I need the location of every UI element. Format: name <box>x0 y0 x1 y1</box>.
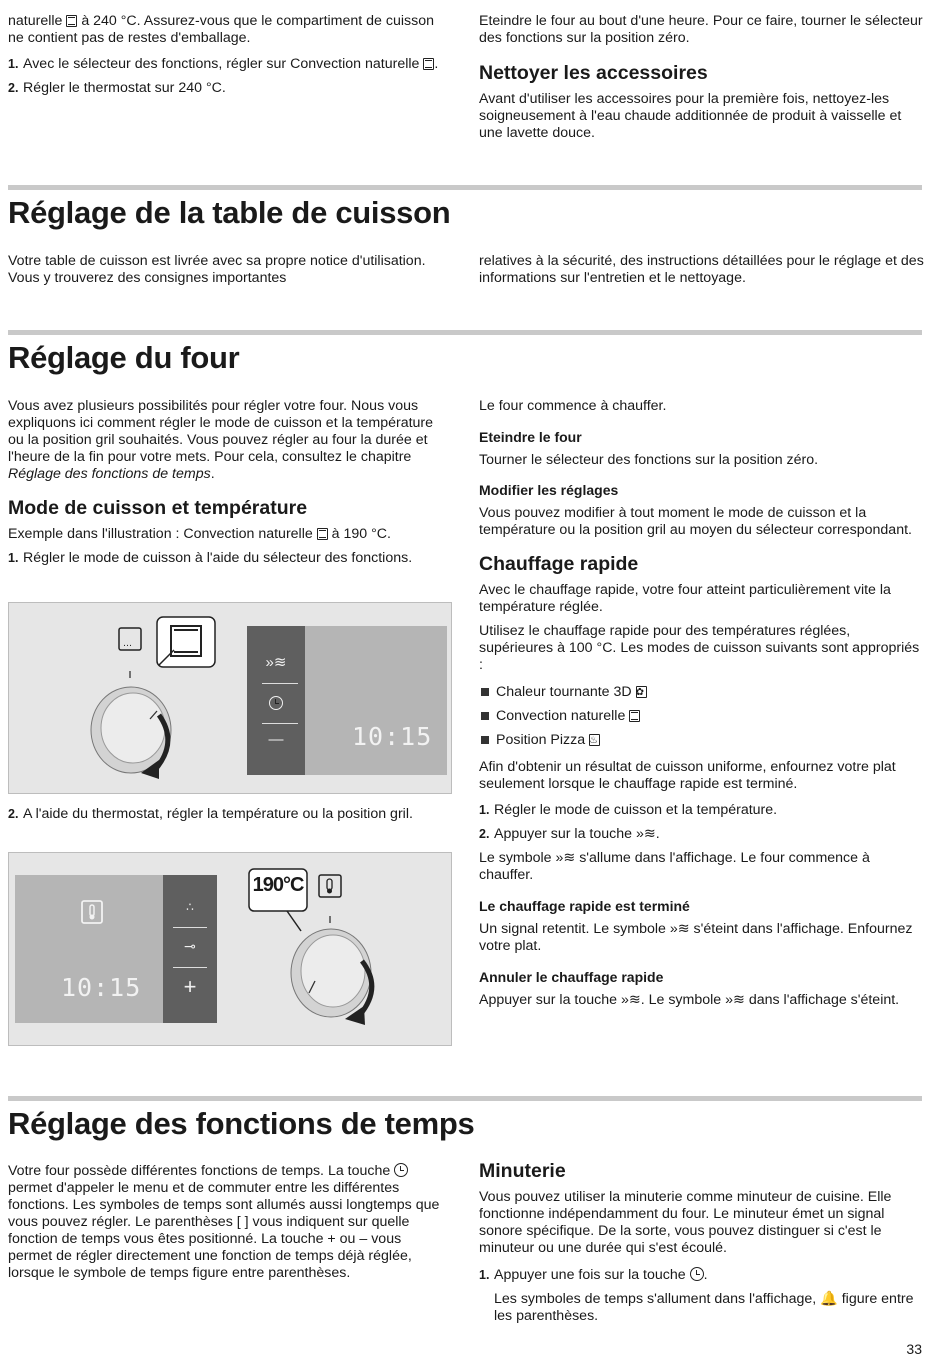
page-number: 33 <box>906 1341 922 1357</box>
paragraph: naturelle à 240 °C. Assurez-vous que le compartiment de cuisson ne contient pas de restes d'emballage. <box>8 13 434 46</box>
knob-illustration <box>9 853 451 1045</box>
paragraph: Afin d'obtenir un résultat de cuisson uniforme, enfournez votre plat seulement lorsque le chauffage rapide est terminé. <box>479 759 896 792</box>
section-heading: Nettoyer les accessoires <box>479 62 708 84</box>
chapter-title: Réglage de la table de cuisson <box>8 195 451 230</box>
list-item: 1. Avec le sélecteur des fonctions, régler sur Convection naturelle . <box>8 56 439 72</box>
clock-icon <box>394 1163 408 1177</box>
clock-display: 10:15 <box>61 973 142 1002</box>
section-divider <box>8 185 922 190</box>
rapid-heat-icon[interactable]: »≋ <box>265 654 287 671</box>
paragraph: Avec le chauffage rapide, votre four atteint particulièrement vite la température réglée. <box>479 582 891 615</box>
temperature-label: 190°C <box>252 874 304 896</box>
list-item: 2. Régler le thermostat sur 240 °C. <box>8 80 226 96</box>
convection-icon <box>66 15 77 27</box>
section-heading: Chauffage rapide <box>479 553 639 575</box>
list-item: Position Pizza ♨ <box>479 732 924 749</box>
list-item: 1. Appuyer une fois sur la touche . <box>479 1267 708 1283</box>
clock-icon[interactable] <box>269 696 283 710</box>
clock-display: 10:15 <box>352 722 433 751</box>
illustration-thermostat <box>8 852 452 1046</box>
convection-icon <box>317 528 328 540</box>
paragraph: Appuyer sur la touche »≋. Le symbole »≋ dans l'affichage s'éteint. <box>479 992 900 1008</box>
paragraph: Les symboles de temps s'allument dans l'affichage, 🔔 figure entre les parenthèses. <box>494 1291 914 1324</box>
oven-step2 <box>8 806 448 830</box>
chapter-title: Réglage du four <box>8 340 240 375</box>
oven-left-column <box>8 398 448 574</box>
hob-right: relatives à la sécurité, des instructions détaillées pour le réglage et des informations sur l'entretien et le nettoyage. <box>479 253 924 286</box>
list-item: 1. Régler le mode de cuisson et la température. <box>479 802 778 818</box>
top-left-column <box>8 13 448 104</box>
control-panel <box>247 626 305 775</box>
paragraph: Le four commence à chauffer. <box>479 398 667 414</box>
paragraph: Utilisez le chauffage rapide pour des températures réglées, supérieures à 100 °C. Les modes de cuisson suivants sont appropriés : <box>479 623 920 673</box>
clock-icon <box>690 1267 704 1281</box>
paragraph: Tourner le sélecteur des fonctions sur la position zéro. <box>479 452 819 468</box>
illustration-function-selector <box>8 602 452 794</box>
paragraph: Un signal retentit. Le symbole »≋ s'éteint dans l'affichage. Enfournez votre plat. <box>479 921 913 954</box>
minus-icon[interactable]: — <box>268 731 284 748</box>
list-item: 2. A l'aide du thermostat, régler la température ou la position gril. <box>8 806 413 822</box>
display <box>305 626 447 775</box>
paragraph: Votre four possède différentes fonctions de temps. La touche permet d'appeler le menu et de commuter entre les différentes fonctions. Les symboles de temps sont allumés aussi longtemps que vous pouvez régler. Le parenthèses [ ] vous indiquent sur quelle fonction de temps vous êtes positionné. La touche + ou – vous permet de régler directement une fonction de temps déjà réglée, lorsque le symbole de temps figure entre parenthèses. <box>8 1163 440 1281</box>
paragraph: Avant d'utiliser les accessoires pour la première fois, nettoyez-les soigneusement à l'eau chaude additionnée de produit à vaisselle et une lavette douce. <box>479 91 902 141</box>
list-item: 2. Appuyer sur la touche »≋. <box>479 826 660 842</box>
chapter-title: Réglage des fonctions de temps <box>8 1106 475 1141</box>
paragraph: Vous avez plusieurs possibilités pour régler votre four. Nous vous expliquons ici comment régler le mode de cuisson et la température ou la position gril souhaités. Vous pouvez régler au four la durée et l'heure de la fin pour votre mets. Pour cela, consultez le chapitre Réglage des fonctions de temps. <box>8 398 434 482</box>
paragraph: Exemple dans l'illustration : Convection naturelle à 190 °C. <box>8 526 391 542</box>
subsection-heading: Annuler le chauffage rapide <box>479 969 664 985</box>
paragraph: Vous pouvez modifier à tout moment le mode de cuisson et la température ou la position gril au moyen du sélecteur correspondant. <box>479 505 912 538</box>
hob-left: Votre table de cuisson est livrée avec sa propre notice d'utilisation. Vous y trouverez des consignes importantes <box>8 253 426 286</box>
time-left-column <box>8 1163 448 1289</box>
subsection-heading: Le chauffage rapide est terminé <box>479 898 690 914</box>
fan-icon <box>636 686 647 698</box>
section-heading: Mode de cuisson et température <box>8 497 308 519</box>
convection-icon <box>423 58 434 70</box>
key-icon[interactable]: ⊸ <box>184 938 196 954</box>
section-divider <box>8 1096 922 1101</box>
svg-text:…: … <box>123 639 132 649</box>
oven-right-column <box>479 398 924 1016</box>
section-heading: Minuterie <box>479 1160 566 1182</box>
time-right-column <box>479 1160 924 1332</box>
list-item: Convection naturelle <box>479 708 924 725</box>
plus-icon[interactable]: + <box>183 974 197 999</box>
adjust-icon[interactable]: ∴ <box>186 900 194 914</box>
paragraph: Eteindre le four au bout d'une heure. Pour ce faire, tourner le sélecteur des fonctions sur la position zéro. <box>479 13 923 46</box>
convection-icon <box>629 710 640 722</box>
list-item: Chaleur tournante 3D ✿ <box>479 684 924 701</box>
paragraph: Le symbole »≋ s'allume dans l'affichage. Le four commence à chauffer. <box>479 850 870 883</box>
paragraph: Vous pouvez utiliser la minuterie comme minuteur de cuisine. Elle fonctionne indépendamment du four. Le minuteur émet un signal sonore spécifique. De la sorte, vous pouvez distinguer si c'est le minuteur ou une durée qui s'est écoulé. <box>479 1189 892 1256</box>
top-right-column <box>479 13 924 149</box>
subsection-heading: Eteindre le four <box>479 429 582 445</box>
section-divider <box>8 330 922 335</box>
subsection-heading: Modifier les réglages <box>479 482 619 498</box>
list-item: 1. Régler le mode de cuisson à l'aide du sélecteur des fonctions. <box>8 550 413 566</box>
pizza-icon <box>589 734 600 746</box>
